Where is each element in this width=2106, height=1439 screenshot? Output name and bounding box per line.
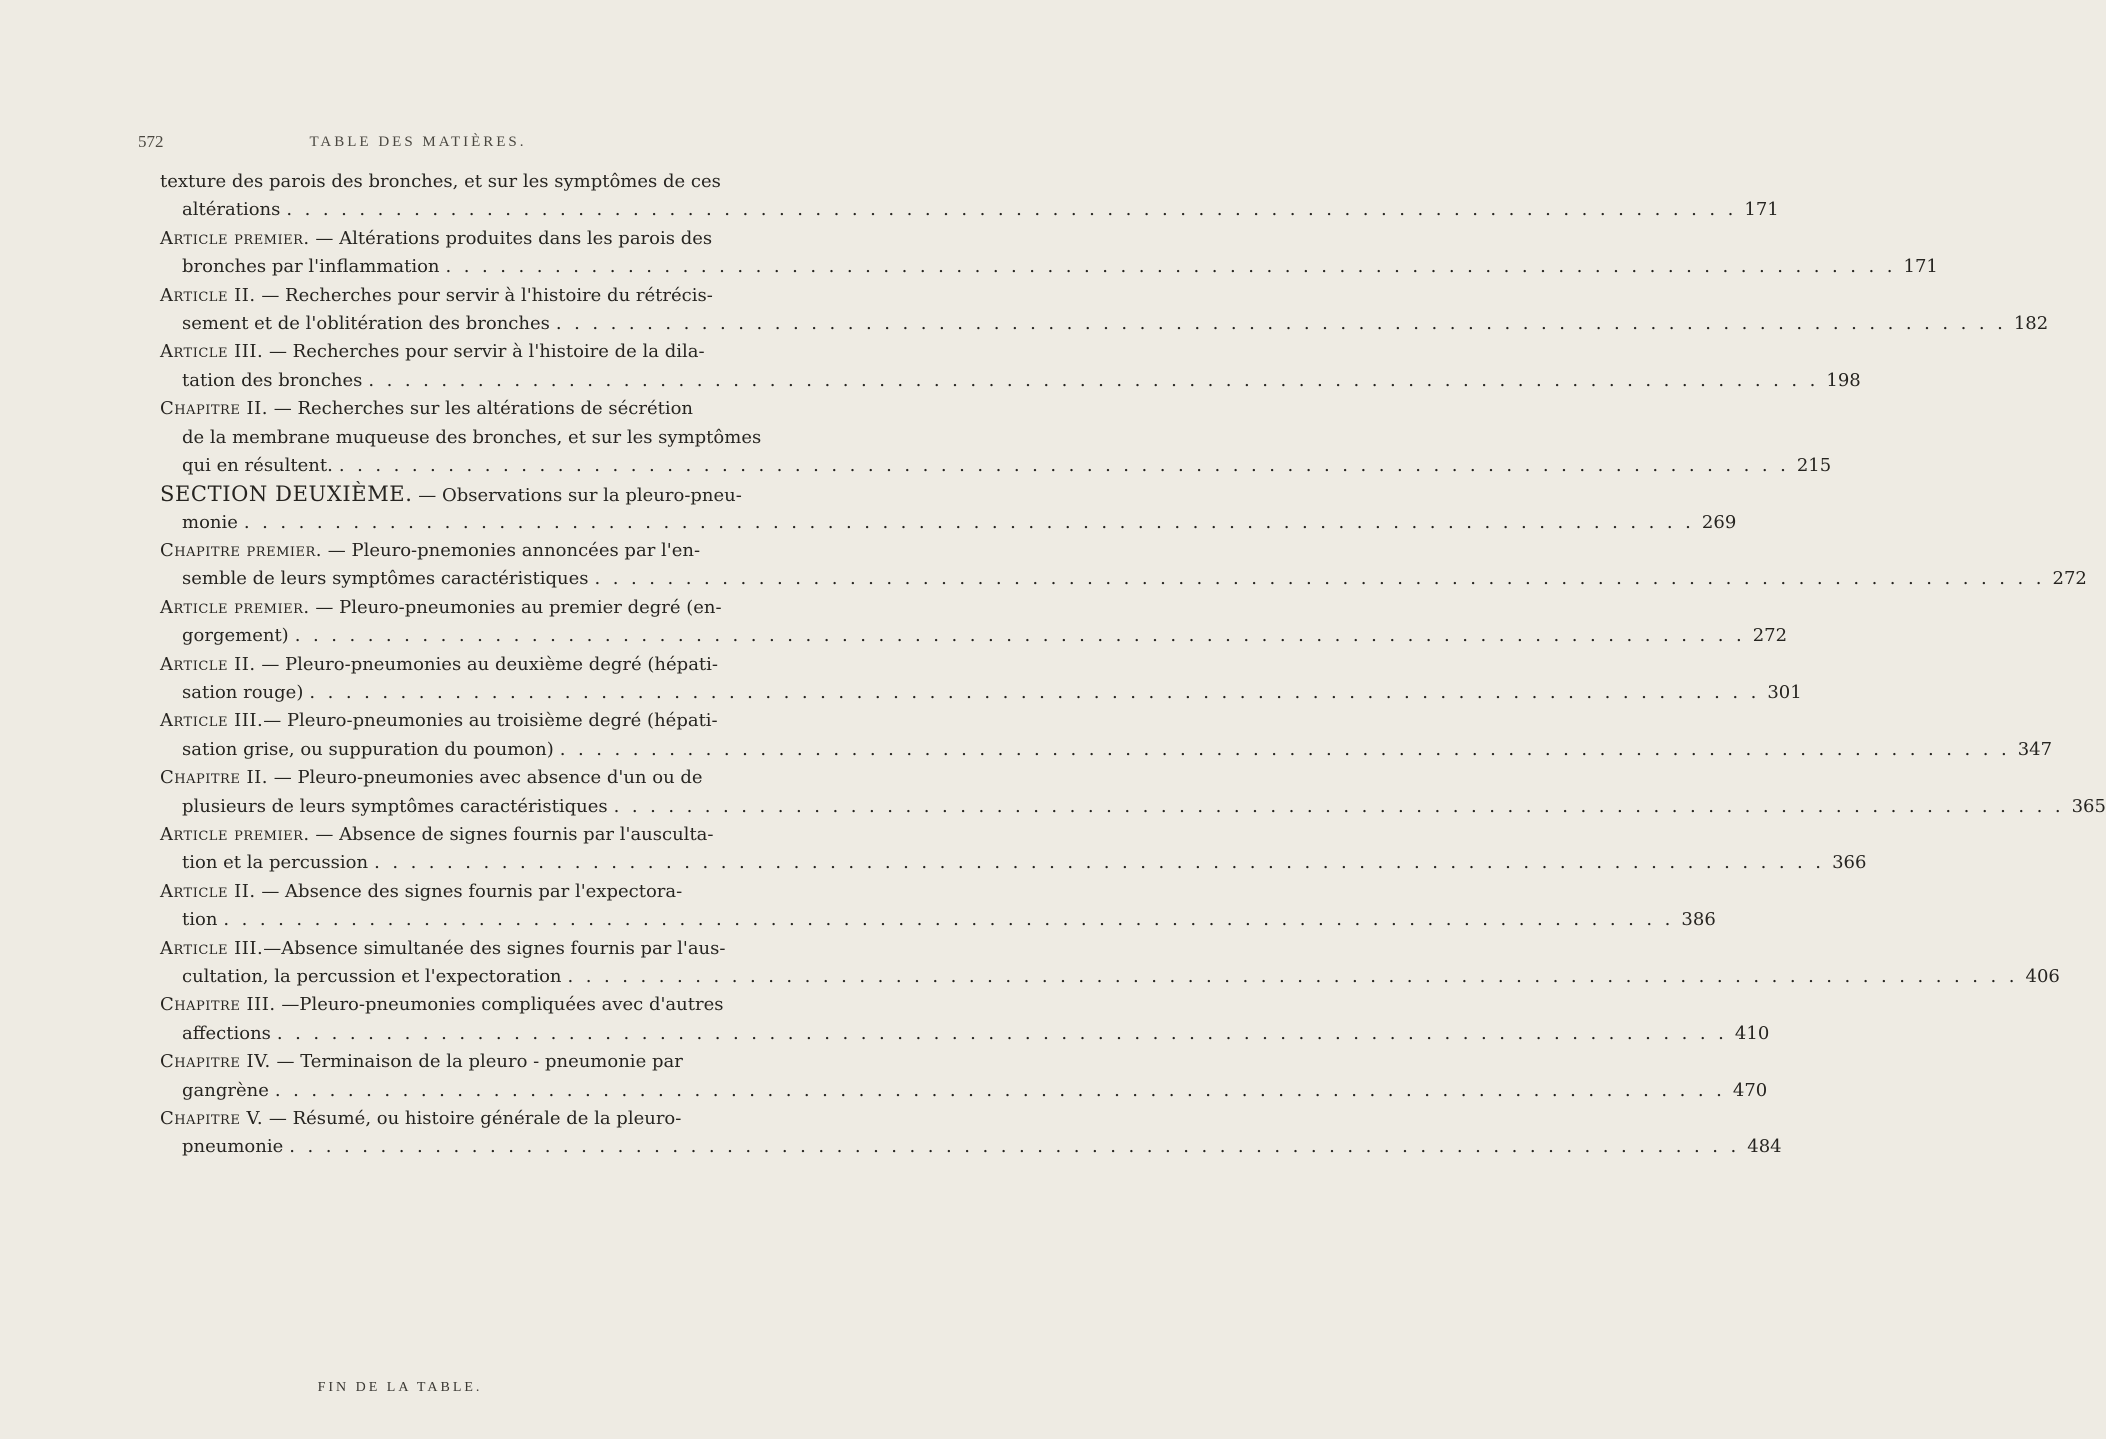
toc-entry <box>160 168 1779 225</box>
entry-text: gorgement) <box>182 625 289 647</box>
toc-line <box>160 707 748 735</box>
entry-text: semble de leurs symptômes caractéristiques <box>182 568 589 590</box>
toc-line <box>160 509 1737 537</box>
toc-line <box>160 225 748 253</box>
toc-entry <box>160 991 1770 1048</box>
toc-entry <box>160 764 2106 821</box>
toc-line <box>160 679 1802 707</box>
entry-text: qui en résultent. <box>182 454 333 476</box>
entry-text: tion <box>182 909 218 931</box>
entry-text: monie <box>182 511 238 533</box>
entry-text: —Absence simultanée des signes fournis par l'aus- <box>263 937 726 959</box>
entry-page-number: 215 <box>1796 454 1832 476</box>
toc-entry <box>160 935 2060 992</box>
entry-text: — Recherches pour servir à l'histoire de la dila- <box>263 341 705 363</box>
entry-text: — Résumé, ou histoire générale de la pleuro- <box>263 1107 682 1129</box>
entry-heading: Article II. <box>160 284 256 306</box>
entry-heading: Article II. <box>160 653 256 675</box>
entry-page-number: 272 <box>1752 625 1788 647</box>
toc-entry <box>160 338 1861 395</box>
toc-line <box>160 764 748 792</box>
entry-text: — Altérations produites dans les parois des <box>309 227 713 249</box>
dot-leader: . . . . . . . . . . . . . . . . . . . . . . . . . . . . . . . . . . . . . . . . . . . . . . . . . . . . . . . . . . . . . . . . . . . . . . . . . . . . . . . . <box>567 965 2018 987</box>
dot-leader: . . . . . . . . . . . . . . . . . . . . . . . . . . . . . . . . . . . . . . . . . . . . . . . . . . . . . . . . . . . . . . . . . . . . . . . . . . . . . . . . <box>309 682 1760 704</box>
entry-heading: Chapitre II. <box>160 767 268 789</box>
entry-heading: Chapitre premier. <box>160 540 323 562</box>
entry-page-number: 272 <box>2052 568 2087 590</box>
entry-text: pneumonie <box>182 1136 284 1158</box>
entry-page-number: 301 <box>1767 682 1802 704</box>
entry-heading: Chapitre II. <box>160 398 268 420</box>
entry-text: — Pleuro-pneumonies au premier degré (en- <box>309 596 722 618</box>
entry-text: — Recherches sur les altérations de sécrétion <box>268 398 694 420</box>
toc-entry <box>160 225 1938 282</box>
dot-leader: . . . . . . . . . . . . . . . . . . . . . . . . . . . . . . . . . . . . . . . . . . . . . . . . . . . . . . . . . . . . . . . . . . . . . . . . . . . . . . . . <box>294 625 1746 647</box>
entry-text: — Pleuro-pneumonies au deuxième degré (hépati- <box>255 653 719 675</box>
entry-page-number: 484 <box>1747 1136 1782 1158</box>
entry-text: —Pleuro-pneumonies compliquées avec d'autres <box>275 994 724 1016</box>
toc-line <box>160 310 2049 338</box>
toc-line <box>160 338 748 366</box>
entry-page-number: 470 <box>1732 1079 1768 1101</box>
toc-line <box>160 935 748 963</box>
toc-line <box>160 963 2060 991</box>
table-of-contents <box>160 168 2106 1162</box>
toc-line <box>160 424 762 452</box>
toc-line <box>160 849 1867 877</box>
toc-entry <box>160 878 1716 935</box>
toc-entry <box>160 395 1832 480</box>
entry-text: — Absence de signes fournis par l'ausculta- <box>309 823 714 845</box>
entry-text: texture des parois des bronches, et sur les symptômes de ces <box>160 171 721 192</box>
toc-line <box>160 367 1861 395</box>
toc-entry <box>160 594 1788 651</box>
dot-leader: . . . . . . . . . . . . . . . . . . . . . . . . . . . . . . . . . . . . . . . . . . . . . . . . . . . . . . . . . . . . . . . . . . . . . . . . . . . . . . . . <box>555 312 2007 334</box>
entry-text: affections <box>182 1022 271 1044</box>
toc-entry <box>160 1105 1782 1162</box>
toc-line <box>160 452 1832 480</box>
entry-text: sement et de l'oblitération des bronches <box>182 312 550 334</box>
dot-leader: . . . . . . . . . . . . . . . . . . . . . . . . . . . . . . . . . . . . . . . . . . . . . . . . . . . . . . . . . . . . . . . . . . . . . . . . . . . . . . . . <box>286 199 1737 221</box>
entry-heading: Article III. <box>160 937 264 959</box>
toc-line <box>160 906 1716 934</box>
entry-text: — Recherches pour servir à l'histoire du rétrécis- <box>255 284 713 306</box>
page-number: 572 <box>138 132 164 151</box>
toc-line <box>160 821 748 849</box>
dot-leader: . . . . . . . . . . . . . . . . . . . . . . . . . . . . . . . . . . . . . . . . . . . . . . . . . . . . . . . . . . . . . . . . . . . . . . . . . . . . . . . . <box>243 511 1695 533</box>
entry-heading: Article III. <box>160 341 264 363</box>
entry-text: — Pleuro-pneumonies avec absence d'un ou de <box>268 767 703 789</box>
entry-text: altérations <box>182 199 281 221</box>
entry-text: — Pleuro-pneumonies au troisième degré (hépati- <box>263 710 718 732</box>
entry-page-number: 171 <box>1744 199 1779 221</box>
toc-line <box>160 537 748 565</box>
toc-line <box>160 1020 1770 1048</box>
toc-entry <box>160 537 2087 594</box>
entry-heading: SECTION DEUXIÈME. <box>160 482 413 507</box>
entry-heading: Chapitre IV. <box>160 1051 271 1073</box>
entry-text: — Pleuro-pnemonies annoncées par l'en- <box>322 540 701 562</box>
entry-heading: Chapitre III. <box>160 994 276 1016</box>
entry-text: sation rouge) <box>182 682 304 704</box>
entry-text: plusieurs de leurs symptômes caractéristiques <box>182 795 608 817</box>
toc-line <box>160 594 748 622</box>
entry-text: gangrène <box>182 1079 269 1101</box>
entry-text: de la membrane muqueuse des bronches, et sur les symptômes <box>182 426 762 448</box>
toc-line <box>160 282 748 310</box>
dot-leader: . . . . . . . . . . . . . . . . . . . . . . . . . . . . . . . . . . . . . . . . . . . . . . . . . . . . . . . . . . . . . . . . . . . . . . . . . . . . . . . . <box>276 1022 1728 1044</box>
dot-leader: . . . . . . . . . . . . . . . . . . . . . . . . . . . . . . . . . . . . . . . . . . . . . . . . . . . . . . . . . . . . . . . . . . . . . . . . . . . . . . . . <box>338 454 1790 476</box>
entry-page-number: 182 <box>2013 312 2049 334</box>
entry-text: sation grise, ou suppuration du poumon) <box>182 738 554 760</box>
dot-leader: . . . . . . . . . . . . . . . . . . . . . . . . . . . . . . . . . . . . . . . . . . . . . . . . . . . . . . . . . . . . . . . . . . . . . . . . . . . . . . . . <box>368 369 1819 391</box>
entry-text: — Absence des signes fournis par l'expectora- <box>255 880 683 902</box>
entry-heading: Article II. <box>160 880 256 902</box>
dot-leader: . . . . . . . . . . . . . . . . . . . . . . . . . . . . . . . . . . . . . . . . . . . . . . . . . . . . . . . . . . . . . . . . . . . . . . . . . . . . . . . . <box>274 1079 1726 1101</box>
toc-line <box>160 253 1938 281</box>
entry-text: — Observations sur la pleuro-pneu- <box>412 485 742 507</box>
entry-heading: Article premier. <box>160 596 310 618</box>
entry-page-number: 347 <box>2017 738 2053 760</box>
toc-entry <box>160 821 1867 878</box>
toc-line <box>160 622 1788 650</box>
dot-leader: . . . . . . . . . . . . . . . . . . . . . . . . . . . . . . . . . . . . . . . . . . . . . . . . . . . . . . . . . . . . . . . . . . . . . . . . . . . . . . . . <box>559 738 2011 760</box>
entry-heading: Article premier. <box>160 823 310 845</box>
toc-line <box>160 1105 748 1133</box>
entry-text: tion et la percussion <box>182 852 369 874</box>
entry-text: tation des bronches <box>182 369 363 391</box>
toc-line <box>160 736 2053 764</box>
toc-line <box>160 793 2106 821</box>
toc-line <box>160 878 748 906</box>
dot-leader: . . . . . . . . . . . . . . . . . . . . . . . . . . . . . . . . . . . . . . . . . . . . . . . . . . . . . . . . . . . . . . . . . . . . . . . . . . . . . . . . <box>289 1136 1740 1158</box>
dot-leader: . . . . . . . . . . . . . . . . . . . . . . . . . . . . . . . . . . . . . . . . . . . . . . . . . . . . . . . . . . . . . . . . . . . . . . . . . . . . . . . . <box>613 795 2064 817</box>
entry-heading: Article premier. <box>160 227 310 249</box>
toc-line <box>160 651 748 679</box>
toc-line <box>160 480 748 508</box>
toc-entry <box>160 651 1802 708</box>
entry-text: — Terminaison de la pleuro - pneumonie par <box>270 1051 683 1073</box>
dot-leader: . . . . . . . . . . . . . . . . . . . . . . . . . . . . . . . . . . . . . . . . . . . . . . . . . . . . . . . . . . . . . . . . . . . . . . . . . . . . . . . . <box>374 852 1825 874</box>
entry-text: cultation, la percussion et l'expectoration <box>182 965 562 987</box>
entry-page-number: 198 <box>1826 369 1861 391</box>
toc-line <box>160 1133 1782 1161</box>
toc-line <box>160 168 748 196</box>
toc-line <box>160 1077 1768 1105</box>
dot-leader: . . . . . . . . . . . . . . . . . . . . . . . . . . . . . . . . . . . . . . . . . . . . . . . . . . . . . . . . . . . . . . . . . . . . . . . . . . . . . . . . <box>223 909 1674 931</box>
entry-page-number: 365 <box>2071 795 2106 817</box>
toc-line <box>160 1048 748 1076</box>
entry-page-number: 410 <box>1734 1022 1770 1044</box>
dot-leader: . . . . . . . . . . . . . . . . . . . . . . . . . . . . . . . . . . . . . . . . . . . . . . . . . . . . . . . . . . . . . . . . . . . . . . . . . . . . . . . . <box>594 568 2045 590</box>
entry-page-number: 406 <box>2025 965 2060 987</box>
running-head: TABLE DES MATIÈRES. <box>309 134 527 150</box>
toc-line <box>160 395 748 423</box>
toc-line <box>160 991 748 1019</box>
toc-entry <box>160 480 1737 537</box>
entry-heading: Chapitre V. <box>160 1107 264 1129</box>
entry-heading: Article III. <box>160 710 264 732</box>
toc-line <box>160 565 2087 593</box>
toc-entry <box>160 707 2053 764</box>
entry-page-number: 386 <box>1681 909 1716 931</box>
dot-leader: . . . . . . . . . . . . . . . . . . . . . . . . . . . . . . . . . . . . . . . . . . . . . . . . . . . . . . . . . . . . . . . . . . . . . . . . . . . . . . . . <box>445 256 1896 278</box>
entry-page-number: 171 <box>1903 256 1938 278</box>
end-note: FIN DE LA TABLE. <box>317 1380 483 1395</box>
toc-line <box>160 196 1779 224</box>
toc-entry <box>160 282 2049 339</box>
entry-text: bronches par l'inflammation <box>182 256 440 278</box>
toc-entry <box>160 1048 1768 1105</box>
entry-page-number: 366 <box>1832 852 1867 874</box>
entry-page-number: 269 <box>1701 511 1737 533</box>
